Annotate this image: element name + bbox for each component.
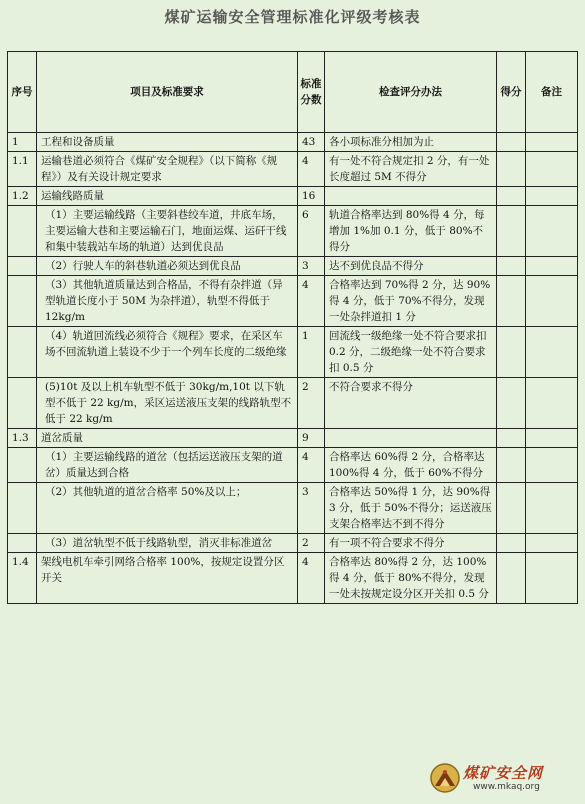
site-watermark: [429, 760, 581, 800]
row-got: [497, 257, 526, 276]
row-method: 合格率达到 70%得 2 分，达 90%得 4 分，低于 70%不得分，发现一处杂拌道扣 1 分: [325, 276, 497, 327]
table-row: [8, 483, 578, 534]
row-note: [526, 553, 578, 604]
row-no: [8, 448, 37, 483]
row-note: [526, 187, 578, 206]
row-note: [526, 534, 578, 553]
row-no: 1.3: [8, 429, 37, 448]
row-method: 合格率达 60%得 2 分，合格率达 100%得 4 分，低于 60%不得分: [325, 448, 497, 483]
row-got: [497, 448, 526, 483]
row-note: [526, 276, 578, 327]
table-row: [8, 327, 578, 378]
header-no: 序号: [8, 52, 37, 133]
row-note: [526, 257, 578, 276]
row-score: 9: [298, 429, 325, 448]
row-score: 4: [298, 553, 325, 604]
row-score: 6: [298, 206, 325, 257]
row-no: [8, 378, 37, 429]
row-score: 16: [298, 187, 325, 206]
row-method: 达不到优良品不得分: [325, 257, 497, 276]
page-title: 煤矿运输安全管理标准化评级考核表: [164, 8, 421, 26]
mine-logo-icon: [429, 760, 463, 796]
row-score: 2: [298, 534, 325, 553]
row-got: [497, 133, 526, 152]
table-row: [8, 448, 578, 483]
row-score: 4: [298, 152, 325, 187]
row-note: [526, 152, 578, 187]
row-item: 运输巷道必须符合《煤矿安全规程》（以下简称《规程》）及有关设计规定要求: [37, 152, 298, 187]
row-item: （2）其他轨道的道岔合格率 50%及以上；: [37, 483, 298, 534]
header-note: 备注: [526, 52, 578, 133]
table-row: [8, 378, 578, 429]
row-got: [497, 553, 526, 604]
table-row: [8, 276, 578, 327]
row-no: 1.4: [8, 553, 37, 604]
row-item: （1）主要运输线路的道岔（包括运送液压支架的道岔）质量达到合格: [37, 448, 298, 483]
row-method: 回流线一级绝缘一处不符合要求扣 0.2 分，二级绝缘一处不符合要求扣 0.5 分: [325, 327, 497, 378]
row-score: 3: [298, 257, 325, 276]
row-got: [497, 276, 526, 327]
row-score: 1: [298, 327, 325, 378]
table-row: [8, 133, 578, 152]
row-no: [8, 206, 37, 257]
row-method: 合格率达 80%得 2 分，达 100%得 4 分，低于 80%不得分，发现一处未按规定设分区开关扣 0.5 分: [325, 553, 497, 604]
row-no: [8, 327, 37, 378]
header-got: 得分: [497, 52, 526, 133]
row-item: （1）主要运输线路（主要斜巷绞车道，井底车场，主要运输大巷和主要运输石门，地面运煤、运矸干线和集中装载站车场的轨道）达到优良品: [37, 206, 298, 257]
row-no: [8, 534, 37, 553]
header-score: 标准分数: [298, 52, 325, 133]
row-got: [497, 378, 526, 429]
row-note: [526, 327, 578, 378]
row-note: [526, 483, 578, 534]
row-note: [526, 133, 578, 152]
table-row: [8, 187, 578, 206]
row-got: [497, 206, 526, 257]
row-item: （3）道岔轨型不低于线路轨型，消灭非标准道岔: [37, 534, 298, 553]
table-row: [8, 152, 578, 187]
row-method: 轨道合格率达到 80%得 4 分，每增加 1%加 0.1 分，低于 80%不得分: [325, 206, 497, 257]
row-note: [526, 206, 578, 257]
row-note: [526, 429, 578, 448]
row-score: 43: [298, 133, 325, 152]
row-got: [497, 327, 526, 378]
watermark-url: www.mkaq.org: [473, 782, 540, 792]
row-got: [497, 534, 526, 553]
row-no: 1.1: [8, 152, 37, 187]
table-row: [8, 553, 578, 604]
row-method: 有一项不符合要求不得分: [325, 534, 497, 553]
table-row: [8, 429, 578, 448]
table-row: [8, 206, 578, 257]
row-no: [8, 276, 37, 327]
row-got: [497, 483, 526, 534]
row-got: [497, 187, 526, 206]
row-score: 4: [298, 448, 325, 483]
table-row: [8, 257, 578, 276]
row-method: [325, 187, 497, 206]
row-score: 2: [298, 378, 325, 429]
row-no: 1.2: [8, 187, 37, 206]
row-method: [325, 429, 497, 448]
row-method: 不符合要求不得分: [325, 378, 497, 429]
row-no: 1: [8, 133, 37, 152]
header-method: 检查评分办法: [325, 52, 497, 133]
row-method: 合格率达 50%得 1 分，达 90%得 3 分，低于 50%不得分；运送液压支架合格率达不到不得分: [325, 483, 497, 534]
row-item: （3）其他轨道质量达到合格品，不得有杂拌道（异型轨道长度小于 50M 为杂拌道），轨型不得低于 12kg/m: [37, 276, 298, 327]
row-no: [8, 483, 37, 534]
row-method: 各小项标准分相加为止: [325, 133, 497, 152]
row-got: [497, 152, 526, 187]
row-item: 架线电机车牵引网络合格率 100%，按规定设置分区开关: [37, 553, 298, 604]
row-item: 道岔质量: [37, 429, 298, 448]
row-item: （2）行驶人车的斜巷轨道必须达到优良品: [37, 257, 298, 276]
row-item: 工程和设备质量: [37, 133, 298, 152]
row-got: [497, 429, 526, 448]
row-note: [526, 378, 578, 429]
row-item: (5)10t 及以上机车轨型不低于 30kg/m,10t 以下轨型不低于 22 kg/m，采区运送液压支架的线路轨型不低于 22 kg/m: [37, 378, 298, 429]
row-no: [8, 257, 37, 276]
header-item: 项目及标准要求: [37, 52, 298, 133]
row-score: 4: [298, 276, 325, 327]
table-row: [8, 534, 578, 553]
row-item: （4）轨道回流线必须符合《规程》要求，在采区车场不回流轨道上装设不少于一个列车长度的二级绝缘: [37, 327, 298, 378]
assessment-table: [7, 51, 578, 604]
header-row: [8, 52, 578, 133]
row-score: 3: [298, 483, 325, 534]
row-note: [526, 448, 578, 483]
row-method: 有一处不符合规定扣 2 分，有一处长度超过 5M 不得分: [325, 152, 497, 187]
row-item: 运输线路质量: [37, 187, 298, 206]
watermark-name: 煤矿安全网: [463, 764, 544, 782]
